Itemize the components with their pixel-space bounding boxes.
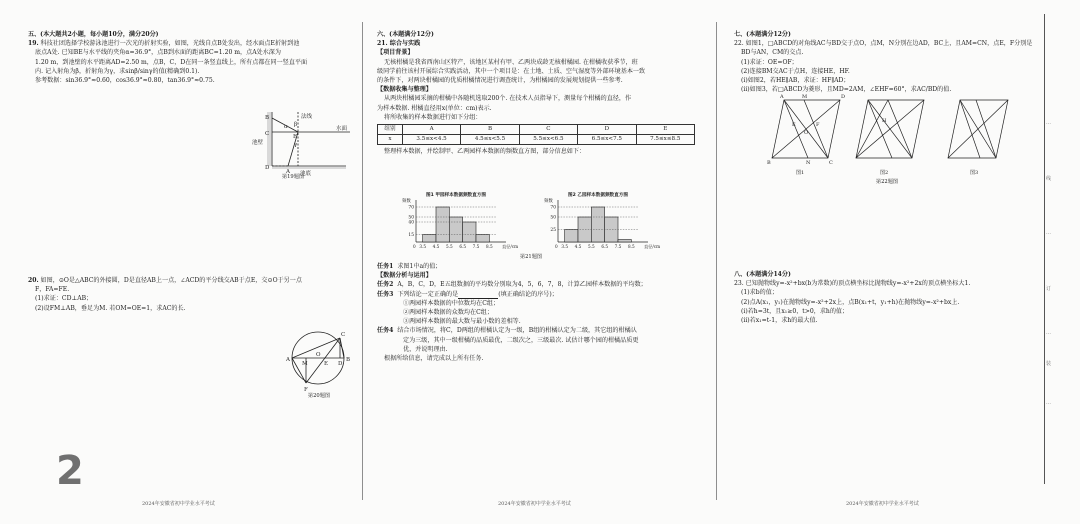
figure-22 (764, 92, 1014, 178)
footer-col-3: 2024年安徽省初中学业水平考试 (846, 501, 919, 507)
binding-edge (1038, 0, 1078, 524)
fig22-label-C: C (829, 160, 833, 166)
binding-line (1044, 14, 1045, 484)
question-23 (734, 270, 1034, 325)
analysis-heading: 【数据分析与运用】 (377, 272, 432, 280)
table-cell: D (578, 125, 636, 135)
task-1-text: 求图1中a的值； (397, 263, 442, 270)
column-divider-1 (362, 22, 363, 500)
fig3-segment-cm (976, 100, 996, 158)
fig2-segment-an (868, 100, 892, 158)
task-3-option-2: ②两园样本数据的众数均在C组； (403, 309, 493, 317)
histogram-bar (436, 207, 449, 242)
fig22-label-A: A (780, 94, 784, 100)
histogram-bar (565, 230, 578, 243)
edge-mark: 装 (1046, 361, 1052, 367)
table-cell: 5.5≤x<6.5 (519, 135, 577, 145)
fig19-label-C: C (265, 131, 270, 137)
table-cell: 6.5≤x<7.5 (578, 135, 636, 145)
x-tick-label: 3.5 (419, 244, 427, 249)
task-3-option-3: ③两园样本数据的最大数与最小数的差相等. (403, 318, 521, 326)
y-tick-label: 40 (408, 220, 414, 226)
fig19-label-E: E (293, 134, 298, 140)
histogram-bar (423, 235, 436, 243)
fig19-label-bottom: 池底 (300, 171, 312, 177)
fig2-segment-cm (888, 100, 912, 158)
column-divider-2 (716, 22, 717, 500)
background-heading: 【项目背景】 (377, 49, 414, 57)
section-5-heading: 五、(本大题共2小题，每小题10分，满分20分) (28, 31, 159, 38)
task-3-option-1: ①两园样本数据的中位数均在C组； (403, 299, 500, 307)
q23-subquestion-2: (2)点A(x₁，y₁)在抛物线y=-x²+2x上，点B(x₁+t，y₁+h)在抛物线y=-x²+bx上. (741, 298, 960, 306)
fig3-segment-an (960, 100, 980, 158)
column-3 (734, 30, 1034, 94)
x-tick-label: 8.5 (485, 244, 493, 249)
closing-instruction: 根据所给信息，请完成以上所有任务. (384, 355, 484, 363)
histogram-garden-b (540, 190, 670, 254)
x-tick-label: 6.5 (459, 244, 467, 249)
fig19-label-normal: 法线 (301, 114, 313, 120)
table-cell: 4.5≤x<5.5 (461, 135, 519, 145)
table-row (378, 125, 695, 135)
fig20-label-D: D (338, 361, 343, 367)
q22-subquestion-2ii: (ii)如图3，若□ABCD为菱形，且MD=2AM，∠EHF=60°，求AC/BD的值. (741, 86, 952, 94)
background-line-1: 无核柑橘是我省西南山区特产，该地区某村有甲、乙两块成龄无核柑橘园. 在柑橘收获季节，班 (384, 58, 638, 66)
q21-title: 21. 综合与实践 (377, 40, 421, 48)
fig22-title-3: 图3 (970, 170, 979, 176)
q20-line-1: 如图，⊙O是△ABC的外接圆，D是直径AB上一点，∠ACD的平分线交AB于点E，交⊙O于另一点 (40, 277, 302, 284)
q19-line-2: 底点A处. 已知BE与水平线的夹角α=36.9°，点B到水面的距离BC=1.20 m，点A处水深为 (35, 49, 281, 57)
q19-line-1: 科技社团选择学校游泳池进行一次光的折射实验，如图，光线自点B处发出，经水面点E折射到池 (40, 40, 300, 48)
edge-mark: 线 (1046, 176, 1052, 182)
section-7-heading: 七、(本题满分12分) (734, 31, 791, 38)
edge-mark: 订 (1046, 286, 1052, 292)
y-axis-label: 频数 (544, 199, 553, 204)
fig2-segment-bm (856, 100, 888, 158)
x-axis-label: 直径/cm (644, 244, 661, 249)
column-2 (377, 30, 699, 157)
y-tick-label: 50 (408, 215, 414, 221)
fig19-label-beta: β (294, 122, 298, 128)
fig22-label-E: E (792, 122, 796, 128)
q22-subquestion-1: (1)求证：OE=OF； (741, 58, 798, 66)
footer-col-1: 2024年安徽省初中学业水平考试 (142, 501, 215, 507)
fig3-diagonal-bd (948, 100, 1008, 158)
question-20 (28, 276, 350, 313)
chart-title: 图1 甲园样本数据频数直方图 (426, 193, 486, 198)
q19-line-3: 1.20 m，到池壁的水平距离AD=2.50 m，点B，C，D在同一条竖直线上，所有点都在同一竖直平面 (35, 58, 308, 66)
histogram-bar (463, 222, 476, 242)
x-tick-label: 7.5 (614, 244, 622, 249)
fig20-label-M: M (302, 361, 308, 367)
footer-col-2: 2024年安徽省初中学业水平考试 (498, 501, 571, 507)
data-line-2: 为样本数据. 柑橘直径用x(单位：cm)表示. (377, 104, 492, 112)
q20-subquestion-1: (1)求证：CD⊥AB； (35, 295, 93, 303)
edge-mark: … (1046, 330, 1051, 336)
fig22-label-D: D (841, 94, 846, 100)
edge-mark: … (1046, 400, 1051, 406)
figure-19-caption: 第19题图 (281, 174, 305, 180)
q20-number: 20. (28, 277, 39, 284)
chart-title: 图2 乙园样本数据频数直方图 (568, 193, 628, 198)
x-tick-label: 4.5 (432, 244, 440, 249)
x-tick-label: 5.5 (587, 244, 595, 249)
y-tick-label: 15 (408, 233, 414, 239)
histogram-bar (618, 240, 631, 243)
q22-subquestion-2: (2)连接BM交AC于点H，连接HE，HF. (741, 67, 850, 75)
chord-bc (340, 338, 344, 358)
figure-20 (280, 326, 360, 396)
histogram-bar (476, 235, 489, 243)
table-cell: B (461, 125, 519, 135)
fig22-label-B: B (767, 160, 771, 166)
q23-subquestion-1: (1)求b的值； (741, 289, 778, 297)
section-6-heading: 六、(本题满分12分) (377, 31, 434, 38)
fig19-label-alpha: α (284, 124, 288, 130)
x-tick-label: 7.5 (472, 244, 480, 249)
histogram-bar (591, 207, 604, 242)
q23-line-1: 23. 已知抛物线y=-x²+bx(b为常数)的顶点横坐标比抛物线y=-x²+2x的顶点横坐标大1. (734, 280, 971, 288)
task-2-label: 任务2 (377, 281, 394, 289)
column-1 (28, 30, 350, 85)
table-cell: 3.5≤x<4.5 (402, 135, 460, 145)
page-number: 2 (56, 448, 84, 494)
task-1-label: 任务1 (377, 263, 394, 270)
fig20-label-O: O (316, 352, 321, 358)
task-2-text: A，B，C，D，E五组数据的平均数分别取为4，5，6，7，8，计算乙园样本数据的平均数； (397, 281, 647, 289)
fig19-label-D: D (265, 165, 270, 171)
fig20-label-C: C (341, 332, 346, 338)
table-cell: 组别 (378, 125, 403, 135)
table-row (378, 135, 695, 145)
edge-mark: … (1046, 120, 1051, 126)
fig20-label-F: F (304, 387, 308, 393)
bottom-hatch (272, 166, 346, 169)
x-axis-label: 直径/cm (502, 244, 519, 249)
task-4-label: 任务4 (377, 327, 394, 335)
x-tick-label: 3.5 (561, 244, 569, 249)
histogram-garden-a (398, 190, 528, 254)
y-tick-label: 70 (550, 205, 556, 211)
data-collection-heading: 【数据收集与整理】 (377, 86, 432, 94)
q23-subquestion-2ii: (ii)若x₁=t-1，求h的最大值. (741, 317, 818, 325)
q22-subquestion-2i: (i)如图2，若HE∥AB，求证：HF∥AD； (741, 77, 850, 85)
background-line-3: 的条件下，对两块柑橘园的优质柑橘情况进行调查统计，为柑橘园的发展规划提供一些参考. (377, 77, 623, 85)
fig20-label-A: A (286, 357, 290, 363)
origin-label: 0 (413, 244, 416, 249)
y-tick-label: 50 (550, 215, 556, 221)
task-3-label: 任务3 (377, 290, 394, 298)
q23-subquestion-2i: (i)若h=3t，且x₁≥0，t>0，求h的值； (741, 307, 849, 315)
fig22-label-N: N (806, 160, 811, 166)
fig22-title-2: 图2 (880, 170, 889, 176)
fig22-title-1: 图1 (796, 170, 805, 176)
q19-number: 19. (28, 40, 39, 48)
x-tick-label: 4.5 (574, 244, 582, 249)
task-4-line-3: 优，并说明理由. (403, 345, 448, 353)
fig19-label-B: B (265, 115, 270, 121)
q20-line-2: F，FA=FE. (35, 286, 70, 294)
fig22-label-M: M (802, 94, 808, 100)
fig20-label-B: B (346, 357, 351, 363)
task-4-line-1: 结合市场情况，将C，D两组的柑橘认定为一级，B组的柑橘认定为二级，其它组的柑橘认 (397, 327, 637, 335)
q19-line-4: 内. 记入射角为β，折射角为γ，求sinβ/sinγ的值(精确到0.1). (35, 67, 200, 75)
section-8-heading: 八、(本题满分14分) (734, 271, 791, 278)
fig1-segment-cm (804, 100, 828, 158)
x-tick-label: 6.5 (601, 244, 609, 249)
data-line-1: 从两块柑橘园采摘的柑橘中各随机选取200个. 在技术人员指导下，测量每个柑橘的直径，作 (384, 95, 632, 103)
q22-line-1: 22. 如图1，□ABCD的对角线AC与BD交于点O，点M，N分别在边AD，BC上，且AM=CN，点E，F分别是 (734, 40, 1033, 48)
task-4-line-2: 定为三级，其中一级柑橘的品质最优，二级次之，三级最次. 试估计哪个园的柑橘品质更 (403, 336, 639, 344)
fig19-label-gamma: γ (294, 142, 298, 148)
data-line-4: 整理样本数据，并绘制甲、乙两园样本数据的频数直方图，部分信息如下： (384, 148, 586, 156)
figure-22-caption: 第22题图 (875, 179, 899, 185)
table-cell: x (378, 135, 403, 145)
q19-reference: 参考数据：sin36.9°≈0.60，cos36.9°≈0.80，tan36.9°≈0.75. (35, 77, 215, 85)
q22-line-2: BD与AN，CM的交点. (741, 49, 804, 57)
figure-20-caption: 第20题图 (307, 393, 331, 399)
origin-label: 0 (555, 244, 558, 249)
fig19-label-water: 水面 (336, 126, 348, 132)
task-3-text: 下列结论一定正确的是 (397, 290, 459, 298)
fig19-label-wall: 池壁 (252, 140, 264, 146)
q20-subquestion-2: (2)设FM⊥AB，垂足为M. 若OM=OE=1，求AC的长. (35, 304, 186, 312)
table-cell: 7.5≤x≤8.5 (636, 135, 694, 145)
grouping-table (377, 124, 695, 145)
table-cell: A (402, 125, 460, 135)
chart-caption: 第21题图 (519, 254, 543, 260)
y-axis-label: 频数 (402, 199, 411, 204)
edge-mark: … (1046, 230, 1051, 236)
y-tick-label: 70 (408, 205, 414, 211)
fig22-label-O: O (804, 130, 809, 136)
tasks (377, 262, 699, 363)
fig1-segment-an (784, 100, 808, 158)
x-tick-label: 5.5 (445, 244, 453, 249)
figure-19 (250, 108, 354, 178)
fig22-label-H: H (882, 118, 887, 124)
task-3-hint: (填正确结论的序号)； (498, 290, 558, 298)
fig19-label-A: A (286, 169, 290, 175)
fig22-label-F: F (816, 122, 820, 128)
histogram-bar (449, 217, 462, 242)
background-line-2: 级同学前往该村开展综合实践活动，其中一个项目是：在土地、土质、空气湿度等外部环境基本一致 (377, 67, 646, 75)
y-tick-label: 25 (550, 228, 556, 234)
x-tick-label: 8.5 (627, 244, 635, 249)
table-cell: E (636, 125, 694, 135)
fig20-label-E: E (324, 361, 329, 367)
answer-blank[interactable] (458, 292, 498, 299)
data-line-3: 将所收集的样本数据进行如下分组： (384, 113, 482, 121)
table-cell: C (519, 125, 577, 135)
